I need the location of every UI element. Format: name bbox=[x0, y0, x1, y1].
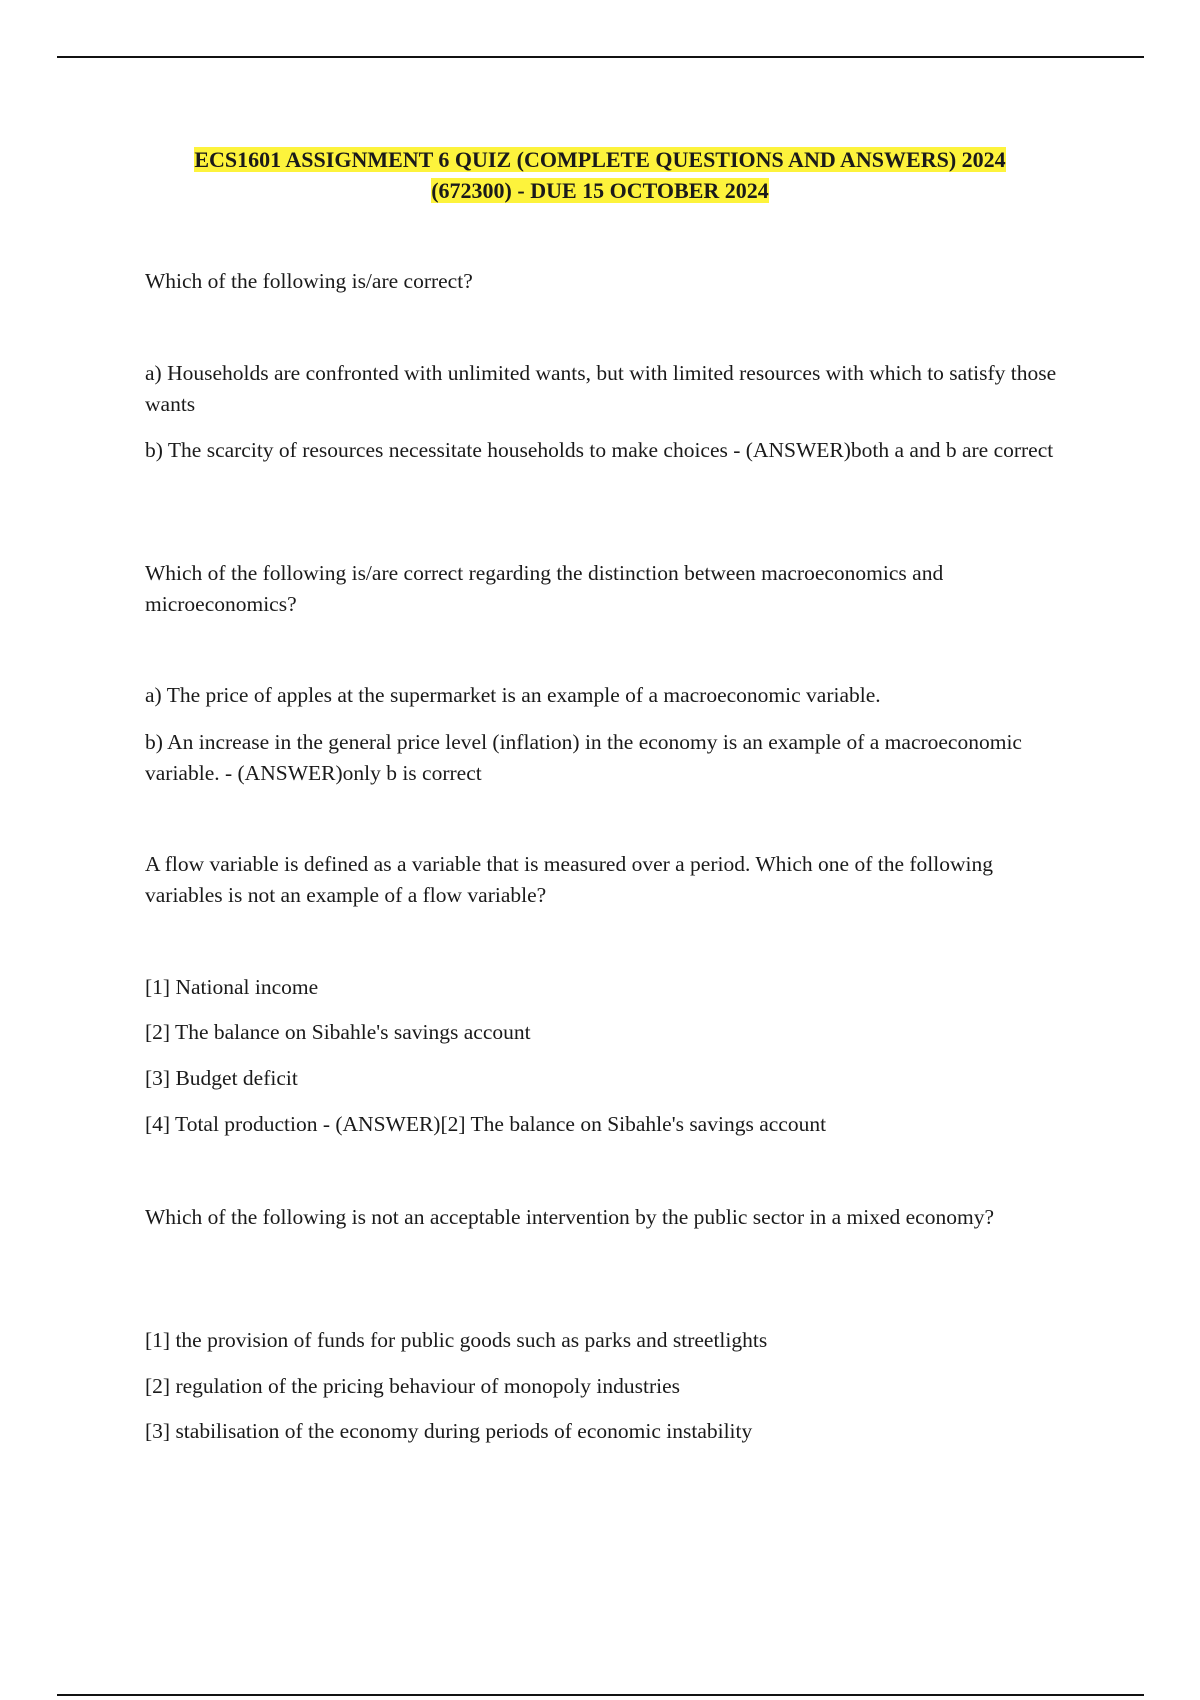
question-1: Which of the following is/are correct? bbox=[145, 269, 473, 293]
question-1-option-a: a) Households are confronted with unlimited wants, but with limited resources with which to satisfy those wants bbox=[145, 361, 1057, 416]
question-4: Which of the following is not an acceptable intervention by the public sector in a mixed economy? bbox=[145, 1205, 994, 1229]
question-3-option-2: [2] The balance on Sibahle's savings account bbox=[145, 1020, 531, 1044]
question-4-option-3: [3] stabilisation of the economy during periods of economic instability bbox=[145, 1419, 753, 1443]
question-1-option-b: b) The scarcity of resources necessitate households to make choices - (ANSWER)both a and b are correct bbox=[145, 438, 1054, 462]
question-3-option-4: [4] Total production - (ANSWER)[2] The balance on Sibahle's savings account bbox=[145, 1112, 827, 1136]
title-line-2: (672300) - DUE 15 OCTOBER 2024 bbox=[431, 178, 769, 203]
title-line-1: ECS1601 ASSIGNMENT 6 QUIZ (COMPLETE QUESTIONS AND ANSWERS) 2024 bbox=[194, 147, 1006, 172]
question-2-option-b: b) An increase in the general price level (inflation) in the economy is an example of a macroeconomic variable. - (ANSWER)only b is correct bbox=[145, 730, 1022, 785]
question-3: A flow variable is defined as a variable that is measured over a period. Which one of the following variables is not an example of a flow variable? bbox=[145, 852, 993, 907]
top-divider bbox=[57, 56, 1144, 58]
question-2: Which of the following is/are correct regarding the distinction between macroeconomics and microeconomics? bbox=[145, 561, 944, 616]
document-title bbox=[100, 144, 1100, 206]
question-4-option-1: [1] the provision of funds for public goods such as parks and streetlights bbox=[145, 1328, 768, 1352]
question-3-option-1: [1] National income bbox=[145, 975, 319, 999]
question-2-option-a: a) The price of apples at the supermarket is an example of a macroeconomic variable. bbox=[145, 683, 881, 707]
question-3-option-3: [3] Budget deficit bbox=[145, 1066, 298, 1090]
question-4-option-2: [2] regulation of the pricing behaviour of monopoly industries bbox=[145, 1374, 680, 1398]
bottom-divider bbox=[57, 1694, 1144, 1696]
